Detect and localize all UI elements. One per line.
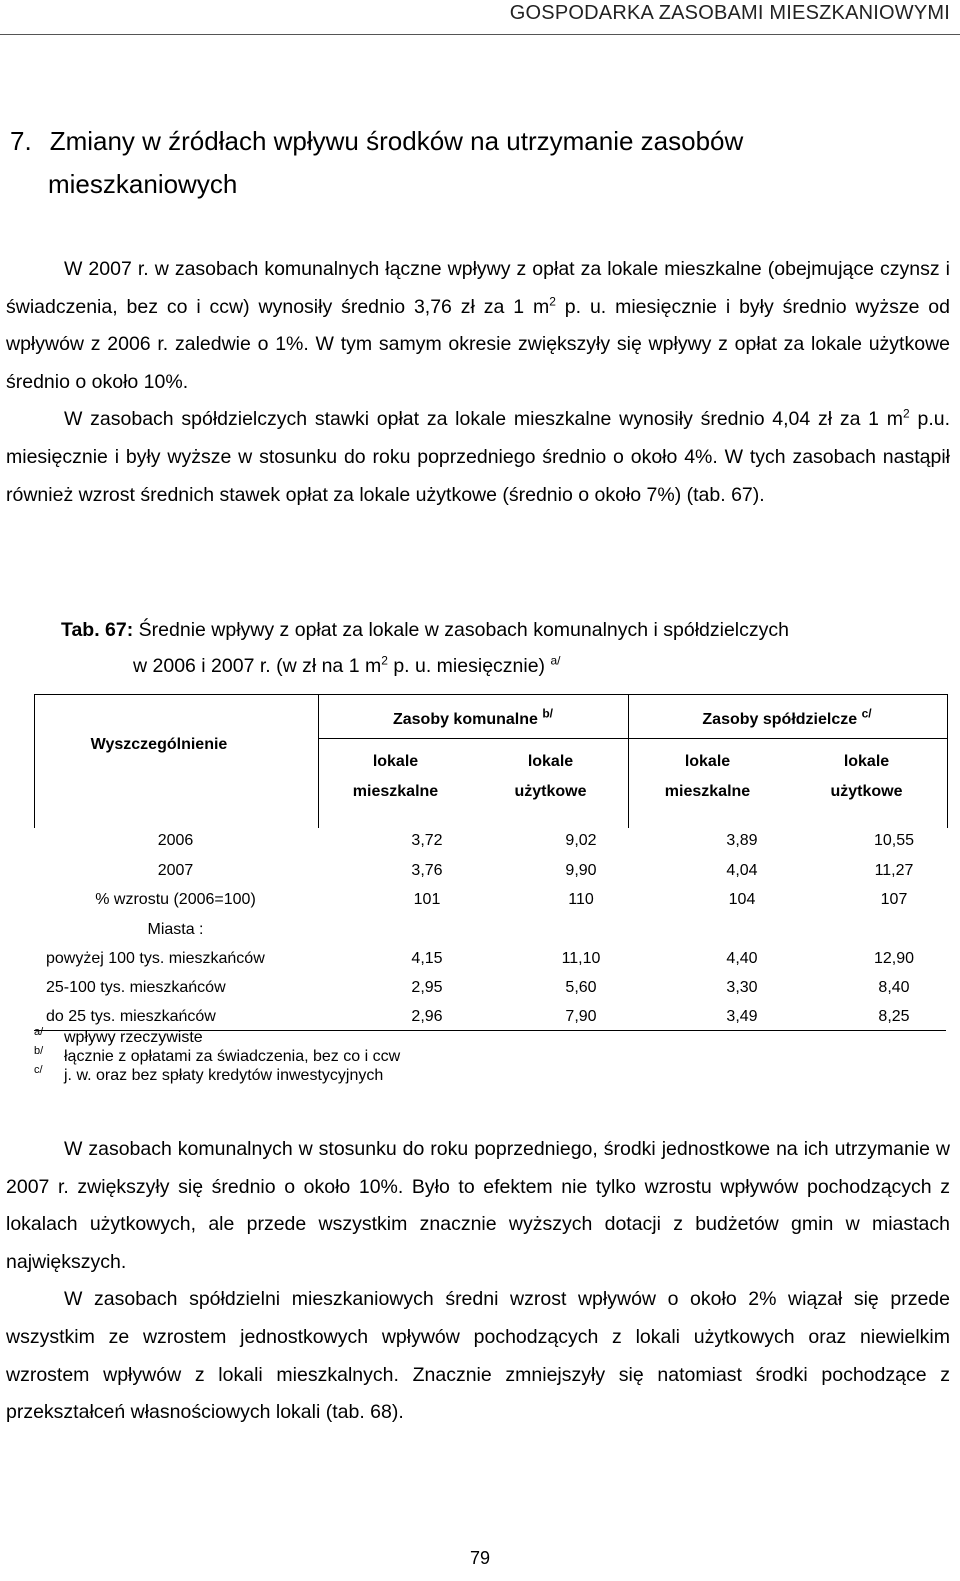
table-caption-line2b: p. u. miesięcznie) (387, 655, 546, 677)
cell-value: 10,55 (873, 832, 915, 849)
cell-value: 8,40 (878, 979, 910, 996)
subheader-lokale-uzytkowe: lokale użytkowe (514, 753, 587, 800)
row-label: do 25 tys. mieszkańców (46, 1008, 216, 1025)
cell-value: 3,72 (411, 832, 443, 849)
cell-value: 12,90 (873, 950, 915, 967)
footnote-marker: a/ (550, 653, 561, 668)
table-row (34, 826, 946, 856)
cell-value: 7,90 (565, 1008, 597, 1025)
cell-value: 4,40 (726, 950, 758, 967)
row-label: 2006 (157, 832, 194, 849)
footnote (34, 1028, 400, 1047)
subheader-lokale-mieszkalne: lokale mieszkalne (352, 753, 439, 800)
footnote-text: łącznie z opłatami za świadczenia, bez co i ccw (64, 1048, 401, 1065)
header-first-col: Wyszczególnienie (90, 736, 228, 753)
cell-value: 11,27 (874, 862, 914, 879)
table-row (34, 973, 946, 1003)
subheader-lokale-uzytkowe: lokale użytkowe (830, 753, 903, 800)
footnote-marker: b/ (34, 1045, 44, 1057)
cell-value: 104 (728, 891, 756, 908)
cell-value: 4,04 (726, 862, 758, 879)
footnote-marker: c/ (861, 706, 872, 721)
table-caption-line2a: w 2006 i 2007 r. (w zł na 1 m (133, 655, 382, 677)
table-row (34, 944, 946, 974)
cell-value: 9,02 (565, 832, 597, 849)
cell-value: 107 (880, 891, 908, 908)
intro-p1-part-a: W 2007 r. w zasobach komunalnych łączne wpływy z opłat za lokale mieszkalne (obejmujące czynsz i świadczenia, bez co i ccw) wynosiły średnio 3,76 zł za 1 m (6, 258, 950, 318)
header-divider (318, 738, 947, 739)
table-footnotes (34, 1028, 400, 1085)
header-rule (0, 34, 960, 35)
group-label: Zasoby spółdzielcze (702, 711, 858, 728)
footnote-marker: c/ (34, 1064, 43, 1076)
intro-p2-part-b: p.u. miesięcznie i były wyższe w stosunku do roku poprzedniego średnio o około 4%. W tych zasobach nastąpił również wzrost średnich stawek opłat za lokale użytkowe (średnio o około 7%) (tab. 67). (6, 408, 950, 506)
footnote (34, 1066, 400, 1085)
footnote (34, 1047, 400, 1066)
table-row (34, 915, 946, 945)
cell-value: 2,96 (411, 1008, 443, 1025)
cell-value: 3,30 (726, 979, 758, 996)
footnote-marker: a/ (34, 1026, 44, 1038)
cell-value: 5,60 (565, 979, 597, 996)
cell-value: 2,95 (411, 979, 443, 996)
cell-value: 3,49 (726, 1008, 758, 1025)
cell-value: 9,90 (565, 862, 597, 879)
intro-p2-part-a: W zasobach spółdzielczych stawki opłat za lokale mieszkalne wynosiły średnio 4,04 zł za 1 m (64, 408, 904, 431)
running-header: GOSPODARKA ZASOBAMI MIESZKANIOWYMI (509, 2, 950, 24)
header-group-komunalne (318, 705, 628, 735)
row-label: powyżej 100 tys. mieszkańców (46, 950, 265, 967)
table-row (34, 885, 946, 915)
table-caption (61, 612, 789, 684)
intro-text (6, 251, 950, 514)
footnote-marker: b/ (542, 706, 554, 721)
cell-value: 4,15 (411, 950, 443, 967)
table-row (34, 856, 946, 886)
header-group-spoldzielcze (628, 705, 946, 735)
page-number: 79 (469, 1548, 491, 1568)
row-label: 25-100 tys. mieszkańców (46, 979, 226, 996)
cell-value: 3,76 (411, 862, 443, 879)
intro-paragraph-2 (6, 401, 950, 514)
cell-value: 11,10 (561, 950, 601, 967)
outro-paragraph-1: W zasobach komunalnych w stosunku do roku poprzedniego, środki jednostkowe na ich utrzymanie w 2007 r. zwiększyły się średnio o około 10%. Było to efektem nie tylko wzrostu wpływów pochodzących z lokalach użytkowych, ale przede wszystkim znacznie wyższych dotacji z budżetów gmin w miastach największych. (6, 1138, 950, 1273)
section-number: 7. (10, 126, 32, 156)
cell-value: 8,25 (878, 1008, 910, 1025)
intro-paragraph-1 (6, 251, 950, 401)
superscript: 2 (903, 406, 910, 421)
section-title-line1: Zmiany w źródłach wpływu środków na utrzymanie zasobów (49, 126, 744, 156)
cell-value: 110 (568, 891, 594, 908)
section-title (10, 120, 910, 206)
footnote-text: j. w. oraz bez spłaty kredytów inwestycyjnych (64, 1067, 384, 1084)
table-label: Tab. 67: (61, 619, 134, 641)
superscript: 2 (381, 653, 388, 668)
group-label: Zasoby komunalne (392, 711, 538, 728)
cell-value: 101 (413, 891, 441, 908)
intro-p1-part-b: p. u. miesięcznie i były średnio wyższe od wpływów z 2006 r. zaledwie o 1%. W tym samym okresie zwiększyły się wpływy z opłat za lokale użytkowe średnio o około 10%. (6, 295, 950, 393)
subheader-lokale-mieszkalne: lokale mieszkalne (664, 753, 751, 800)
row-label: 2007 (157, 862, 194, 879)
table-caption-line1: Średnie wpływy z opłat za lokale w zasobach komunalnych i spółdzielczych (133, 619, 789, 641)
cell-value: 3,89 (726, 832, 758, 849)
row-label: % wzrostu (2006=100) (95, 891, 256, 908)
row-label: Miasta : (147, 921, 204, 938)
outro-paragraph-2: W zasobach spółdzielni mieszkaniowych średni wzrost wpływów o około 2% wiązał się przede wszystkim ze wzrostem jednostkowych wpływów pochodzących z lokali użytkowych oraz niewielkim wzrostem wpływów z lokali mieszkalnych. Znacznie zmniejszyły się natomiast środki pochodzące z przekształceń własnościowych lokali (tab. 68). (6, 1288, 950, 1424)
superscript: 2 (549, 294, 556, 309)
outro-text (6, 1131, 950, 1432)
footnote-text: wpływy rzeczywiste (64, 1029, 203, 1046)
section-title-line2: mieszkaniowych (48, 169, 238, 199)
